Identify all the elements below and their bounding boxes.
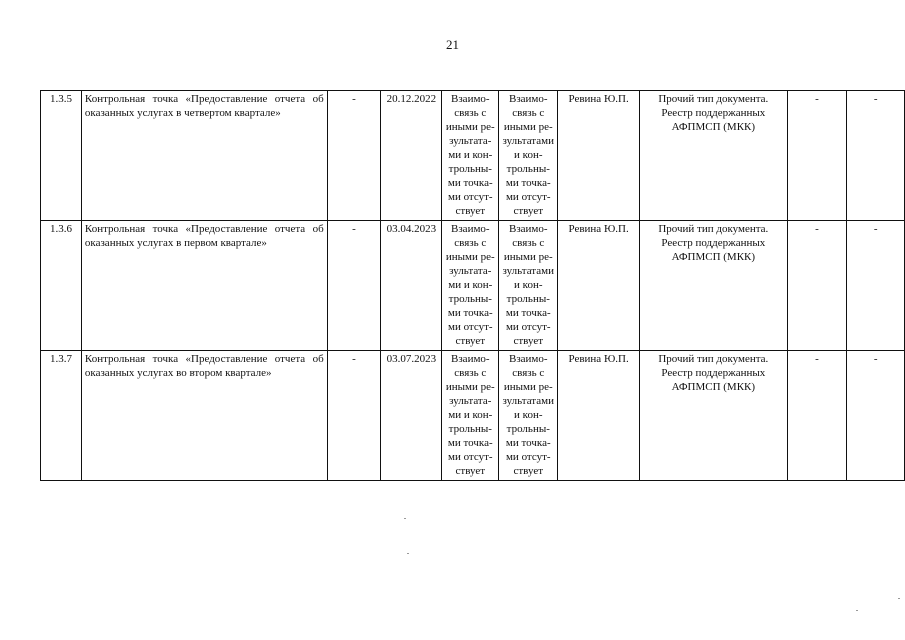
cell-dash: - [847,221,905,351]
cell-dash: - [787,351,847,481]
cell-dash: - [847,351,905,481]
relation-text-1-line: ми и кон- [448,409,493,421]
relation-text-1-line: иными ре- [445,121,495,133]
item-number: 1.3.5 [41,91,82,221]
document-type-line: АФПМСП (МКК) [671,121,756,133]
relation-text-2-line: трольны- [506,163,550,175]
item-date: 03.04.2023 [381,221,442,351]
relation-text-1-line: зультата- [449,135,492,147]
relation-text-1-line: ми отсут- [447,191,493,203]
relation-text-1-line: трольны- [448,293,492,305]
table-row [41,221,905,351]
relation-text-2-line: зультатами [502,395,554,407]
relation-text-2-line: Взаимо- [508,93,548,105]
relation-text-1-line: Взаимо- [451,93,490,105]
relation-text-2-line: ми точка- [505,177,551,189]
relation-text-1-line: ствует [455,205,486,217]
relation-text-1-line: иными ре- [445,381,495,393]
relation-text-1 [442,351,499,481]
relation-text-1-line: зультата- [449,395,492,407]
relation-text-2-line: Взаимо- [508,353,548,365]
table-row [41,91,905,221]
relation-text-2-line: и кон- [514,149,543,161]
item-date: 20.12.2022 [381,91,442,221]
document-type-line: АФПМСП (МКК) [671,251,756,263]
relation-text-1-line: ми точка- [447,177,493,189]
relation-text-2 [499,91,558,221]
document-type-line: Прочий тип документа. [658,93,769,105]
relation-text-2-line: ствует [513,465,544,477]
relation-text-1 [442,91,499,221]
item-number: 1.3.7 [41,351,82,481]
cell-dash: - [327,91,381,221]
relation-text-2-line: ми отсут- [505,451,551,463]
relation-text-1-line: ми точка- [447,307,493,319]
relation-text-2-line: ми точка- [505,307,551,319]
relation-text-1-line: иными ре- [445,251,495,263]
document-type-line: Реестр поддержанных [661,237,766,249]
relation-text-1-line: ми точка- [447,437,493,449]
item-name: Контрольная точка «Предоставление отчета об оказанных услугах во втором квартале» [81,351,327,481]
relation-text-2-line: ми отсут- [505,191,551,203]
relation-text-2-line: зультатами [502,135,554,147]
relation-text-2-line: трольны- [506,423,550,435]
relation-text-2-line: Взаимо- [508,223,548,235]
responsible-person: Ревина Ю.П. [558,221,640,351]
relation-text-1 [442,221,499,351]
relation-text-1-line: ми отсут- [447,321,493,333]
relation-text-1-line: Взаимо- [451,353,490,365]
relation-text-1-line: ствует [455,335,486,347]
relation-text-1-line: Взаимо- [451,223,490,235]
document-type-line: АФПМСП (МКК) [671,381,756,393]
item-name: Контрольная точка «Предоставление отчета об оказанных услугах в четвертом квартале» [81,91,327,221]
document-type-line: Реестр поддержанных [661,367,766,379]
responsible-person: Ревина Ю.П. [558,351,640,481]
cell-dash: - [327,221,381,351]
relation-text-1-line: зультата- [449,265,492,277]
relation-text-1-line: трольны- [448,423,492,435]
cell-dash: - [787,221,847,351]
relation-text-2-line: ствует [513,335,544,347]
relation-text-2-line: зультатами [502,265,554,277]
relation-text-2-line: ствует [513,205,544,217]
document-type [639,351,787,481]
page-number: 21 [446,37,459,52]
relation-text-2-line: связь с [512,367,545,379]
relation-text-1-line: трольны- [448,163,492,175]
relation-text-2-line: трольны- [506,293,550,305]
item-date: 03.07.2023 [381,351,442,481]
document-type-line: Прочий тип документа. [658,353,769,365]
relation-text-1-line: ствует [455,465,486,477]
relation-text-2 [499,351,558,481]
relation-text-2-line: ми отсут- [505,321,551,333]
relation-text-2-line: ми точка- [505,437,551,449]
control-points-table [40,90,905,481]
relation-text-1-line: связь с [454,237,487,249]
relation-text-2-line: иными ре- [503,381,553,393]
relation-text-1-line: связь с [454,107,487,119]
relation-text-2-line: связь с [512,107,545,119]
relation-text-2-line: иными ре- [503,251,553,263]
table-row [41,351,905,481]
responsible-person: Ревина Ю.П. [558,91,640,221]
document-type-line: Прочий тип документа. [658,223,769,235]
cell-dash: - [787,91,847,221]
relation-text-1-line: связь с [454,367,487,379]
relation-text-1-line: ми и кон- [448,279,493,291]
cell-dash: - [847,91,905,221]
relation-text-1-line: ми и кон- [448,149,493,161]
cell-dash: - [327,351,381,481]
relation-text-2-line: и кон- [514,409,543,421]
relation-text-2 [499,221,558,351]
relation-text-2-line: связь с [512,237,545,249]
document-type [639,221,787,351]
table-body [41,91,905,481]
item-number: 1.3.6 [41,221,82,351]
relation-text-2-line: и кон- [514,279,543,291]
item-name: Контрольная точка «Предоставление отчета об оказанных услугах в первом квартале» [81,221,327,351]
document-type [639,91,787,221]
relation-text-2-line: иными ре- [503,121,553,133]
relation-text-1-line: ми отсут- [447,451,493,463]
document-type-line: Реестр поддержанных [661,107,766,119]
